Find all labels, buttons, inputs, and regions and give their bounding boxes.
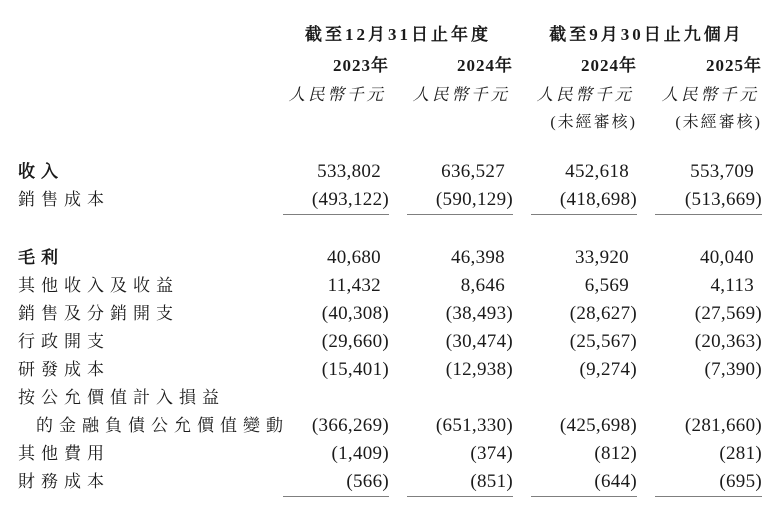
value-cell: (25,567) bbox=[569, 331, 637, 352]
empty-corner-cell bbox=[18, 84, 283, 112]
value-cell: (851) bbox=[407, 468, 513, 497]
value-cell: 11,432 bbox=[327, 275, 381, 296]
value-cell: (30,474) bbox=[445, 331, 513, 352]
column-gap bbox=[389, 244, 407, 272]
section-spacer bbox=[18, 214, 779, 244]
column-gap bbox=[513, 440, 531, 468]
column-gap bbox=[389, 384, 407, 412]
value-cell: (9,274) bbox=[579, 359, 637, 380]
row-label: 其他費用 bbox=[18, 444, 110, 463]
audit-note: (未經審核) bbox=[675, 114, 762, 131]
column-gap bbox=[637, 272, 655, 300]
empty-corner-cell bbox=[18, 24, 283, 54]
column-gap bbox=[513, 300, 531, 328]
column-gap bbox=[389, 468, 407, 497]
value-cell: 533,802 bbox=[317, 161, 381, 182]
table-body bbox=[18, 158, 779, 496]
empty-corner-cell bbox=[18, 112, 283, 140]
column-gap bbox=[637, 186, 655, 215]
value-cell: 452,618 bbox=[565, 161, 629, 182]
column-gap bbox=[637, 158, 655, 186]
row-label: 毛利 bbox=[18, 248, 64, 267]
value-cell: (28,627) bbox=[569, 303, 637, 324]
value-cell: 40,040 bbox=[699, 247, 754, 268]
table-row bbox=[18, 328, 762, 356]
table-row bbox=[18, 244, 762, 272]
value-cell: 33,920 bbox=[574, 247, 629, 268]
col-group-nine-months-ended-sep30: 截至9月30日止九個月 bbox=[549, 25, 744, 44]
unit-label: 人民幣千元 bbox=[412, 85, 510, 104]
column-gap bbox=[513, 384, 531, 412]
column-gap bbox=[637, 112, 655, 140]
column-gap bbox=[389, 440, 407, 468]
column-gap bbox=[637, 54, 655, 84]
value-cell: 6,569 bbox=[584, 275, 629, 296]
column-gap bbox=[389, 84, 407, 112]
value-cell: (27,569) bbox=[694, 303, 762, 324]
row-label: 行政開支 bbox=[18, 332, 110, 351]
value-cell bbox=[655, 384, 762, 412]
year-header-2024: 2024年 bbox=[457, 56, 513, 75]
value-cell: 4,113 bbox=[710, 275, 754, 296]
value-cell: (374) bbox=[470, 443, 513, 464]
unit-label: 人民幣千元 bbox=[661, 85, 759, 104]
column-gap bbox=[513, 328, 531, 356]
value-cell bbox=[283, 384, 389, 412]
value-cell bbox=[407, 384, 513, 412]
unit-label: 人民幣千元 bbox=[536, 85, 634, 104]
column-gap bbox=[513, 112, 531, 140]
column-gap bbox=[389, 112, 407, 140]
empty-corner-cell bbox=[18, 54, 283, 84]
column-gap bbox=[513, 54, 531, 84]
row-label: 研發成本 bbox=[18, 360, 110, 379]
value-cell: (15,401) bbox=[321, 359, 389, 380]
year-header-row bbox=[18, 54, 762, 84]
row-label: 銷售及分銷開支 bbox=[18, 304, 179, 323]
value-cell: (281,660) bbox=[684, 415, 762, 436]
value-cell: 553,709 bbox=[690, 161, 754, 182]
value-cell: (281) bbox=[719, 443, 762, 464]
column-gap bbox=[389, 186, 407, 215]
header-body-gap bbox=[18, 140, 779, 158]
column-gap bbox=[389, 328, 407, 356]
value-cell: (590,129) bbox=[407, 186, 513, 215]
value-cell: (1,409) bbox=[331, 443, 389, 464]
column-gap bbox=[389, 158, 407, 186]
value-cell bbox=[531, 384, 637, 412]
value-cell: (566) bbox=[283, 468, 389, 497]
audit-note bbox=[407, 112, 513, 140]
row-label: 的金融負債公允價值變動 bbox=[36, 416, 289, 435]
column-gap bbox=[389, 272, 407, 300]
value-cell: (418,698) bbox=[531, 186, 637, 215]
audit-note bbox=[283, 112, 389, 140]
table-row bbox=[18, 186, 762, 214]
value-cell: 636,527 bbox=[441, 161, 505, 182]
value-cell: (12,938) bbox=[445, 359, 513, 380]
column-gap bbox=[637, 244, 655, 272]
audit-note: (未經審核) bbox=[550, 114, 637, 131]
column-gap bbox=[513, 272, 531, 300]
column-gap bbox=[637, 84, 655, 112]
column-gap bbox=[513, 84, 531, 112]
currency-unit-row bbox=[18, 84, 762, 112]
table-row bbox=[18, 440, 762, 468]
table-row bbox=[18, 356, 762, 384]
row-label: 銷售成本 bbox=[18, 190, 110, 209]
col-group-year-ended-dec31: 截至12月31日止年度 bbox=[305, 25, 491, 44]
column-gap bbox=[637, 328, 655, 356]
value-cell: (644) bbox=[531, 468, 637, 497]
row-label: 按公允價值計入損益 bbox=[18, 388, 225, 407]
value-cell: 8,646 bbox=[460, 275, 505, 296]
value-cell: (29,660) bbox=[321, 331, 389, 352]
value-cell: (366,269) bbox=[311, 415, 389, 436]
row-label: 收入 bbox=[18, 162, 64, 181]
column-gap bbox=[513, 158, 531, 186]
value-cell: (38,493) bbox=[445, 303, 513, 324]
value-cell: (513,669) bbox=[655, 186, 762, 215]
column-gap bbox=[637, 468, 655, 497]
table-row bbox=[18, 272, 762, 300]
row-label: 財務成本 bbox=[18, 472, 110, 491]
column-gap bbox=[513, 244, 531, 272]
column-gap bbox=[389, 412, 407, 440]
column-gap bbox=[513, 356, 531, 384]
year-header-2023: 2023年 bbox=[333, 56, 389, 75]
value-cell: 46,398 bbox=[450, 247, 505, 268]
unit-label: 人民幣千元 bbox=[288, 85, 386, 104]
value-cell: (425,698) bbox=[559, 415, 637, 436]
value-cell: (7,390) bbox=[704, 359, 762, 380]
column-gap bbox=[389, 300, 407, 328]
value-cell: (20,363) bbox=[694, 331, 762, 352]
column-gap bbox=[637, 440, 655, 468]
unaudited-note-row bbox=[18, 112, 762, 140]
value-cell: 40,680 bbox=[326, 247, 381, 268]
column-gap bbox=[389, 54, 407, 84]
table-row bbox=[18, 158, 762, 186]
value-cell: (695) bbox=[655, 468, 762, 497]
value-cell: (812) bbox=[594, 443, 637, 464]
value-cell: (40,308) bbox=[321, 303, 389, 324]
column-gap bbox=[513, 186, 531, 215]
column-gap bbox=[637, 356, 655, 384]
table-row bbox=[18, 412, 762, 440]
row-label: 其他收入及收益 bbox=[18, 276, 179, 295]
column-gap bbox=[513, 412, 531, 440]
table-row bbox=[18, 300, 762, 328]
year-header-2024-9m: 2024年 bbox=[581, 56, 637, 75]
year-header-2025-9m: 2025年 bbox=[706, 56, 762, 75]
column-gap bbox=[513, 468, 531, 497]
table-row bbox=[18, 468, 762, 496]
table-row bbox=[18, 384, 762, 412]
column-gap bbox=[637, 412, 655, 440]
value-cell: (493,122) bbox=[283, 186, 389, 215]
column-gap bbox=[389, 356, 407, 384]
column-gap bbox=[637, 384, 655, 412]
value-cell: (651,330) bbox=[435, 415, 513, 436]
column-group-header-row bbox=[18, 24, 762, 54]
column-gap bbox=[637, 300, 655, 328]
